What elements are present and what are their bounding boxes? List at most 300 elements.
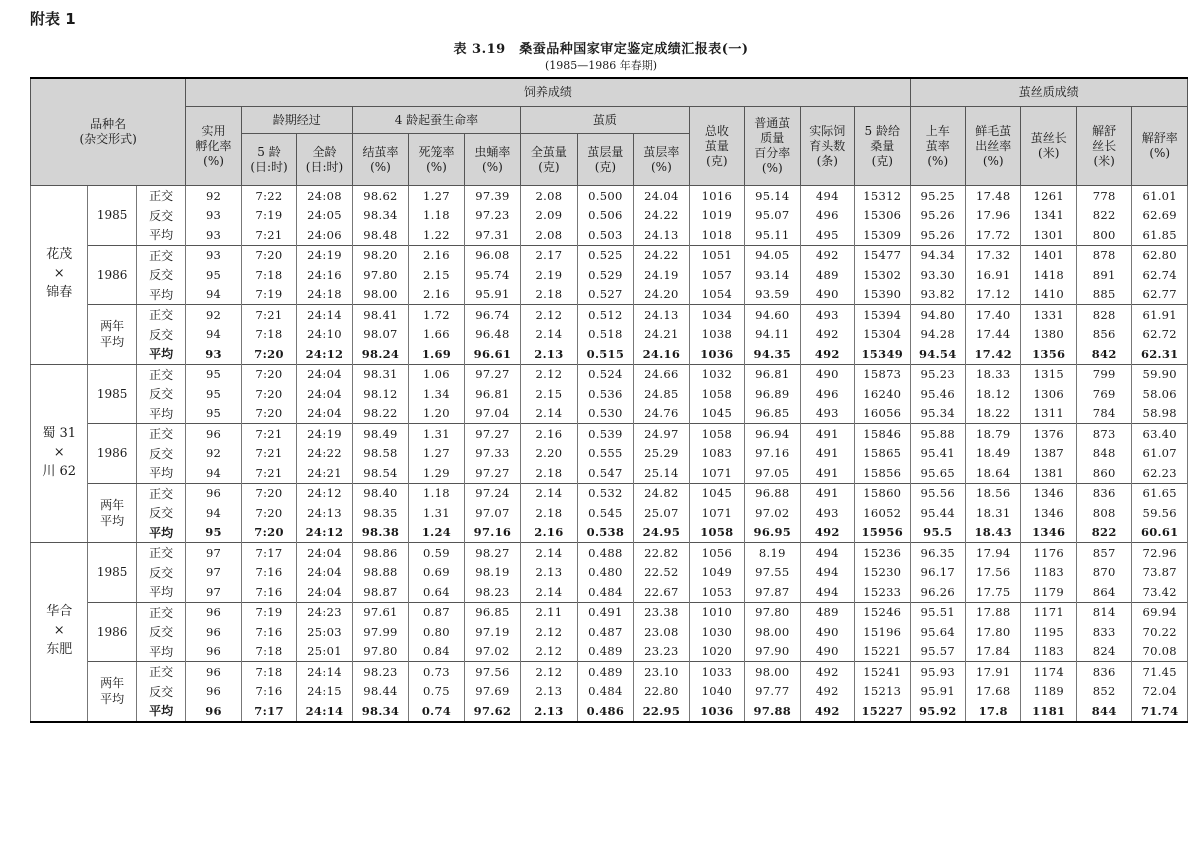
period-label: 1986 — [88, 424, 136, 484]
table-cell: 24:19 — [297, 245, 352, 265]
table-cell: 17.96 — [966, 206, 1021, 226]
table-cell: 1306 — [1021, 384, 1076, 404]
table-row — [31, 622, 1188, 642]
group-rearing-header: 饲养成绩 — [186, 78, 910, 107]
table-cell: 15394 — [855, 305, 911, 325]
nonbreak-length-header: 解舒 丝长 (米) — [1076, 107, 1131, 186]
table-cell: 15236 — [855, 543, 911, 563]
table-cell: 1410 — [1021, 285, 1076, 305]
table-cell: 1183 — [1021, 563, 1076, 583]
table-cell: 857 — [1076, 543, 1131, 563]
table-cell: 489 — [800, 602, 854, 622]
leaf-5th-header: 5 龄给 桑量 (克) — [855, 107, 911, 186]
cross-type: 正交 — [136, 245, 185, 265]
table-cell: 873 — [1076, 424, 1131, 444]
table-cell: 22.80 — [634, 682, 689, 702]
table-cell: 62.80 — [1132, 245, 1188, 265]
table-cell: 22.95 — [634, 701, 689, 722]
table-cell: 25:01 — [297, 642, 352, 662]
table-cell: 870 — [1076, 563, 1131, 583]
table-cell: 95.11 — [745, 225, 800, 245]
table-cell: 492 — [800, 523, 854, 543]
table-row — [31, 543, 1188, 563]
table-row — [31, 483, 1188, 503]
table-cell: 97.27 — [464, 463, 520, 483]
cross-type: 反交 — [136, 325, 185, 345]
table-cell: 15196 — [855, 622, 911, 642]
table-cell: 61.91 — [1132, 305, 1188, 325]
table-row — [31, 245, 1188, 265]
table-cell: 95.41 — [910, 444, 965, 464]
table-cell: 7:19 — [241, 206, 296, 226]
table-cell: 492 — [800, 245, 854, 265]
table-cell: 15306 — [855, 206, 911, 226]
table-cell: 96 — [186, 602, 241, 622]
table-cell: 0.545 — [577, 503, 633, 523]
table-cell: 491 — [800, 424, 854, 444]
table-cell: 94.54 — [910, 344, 965, 364]
table-cell: 93 — [186, 225, 241, 245]
table-cell: 833 — [1076, 622, 1131, 642]
table-cell: 94.80 — [910, 305, 965, 325]
table-cell: 24:04 — [297, 384, 352, 404]
table-cell: 0.547 — [577, 463, 633, 483]
table-cell: 22.52 — [634, 563, 689, 583]
table-cell: 1083 — [689, 444, 744, 464]
table-cell: 94.05 — [745, 245, 800, 265]
table-cell: 1053 — [689, 582, 744, 602]
table-cell: 97.16 — [745, 444, 800, 464]
table-cell: 493 — [800, 503, 854, 523]
table-cell: 496 — [800, 206, 854, 226]
period-label: 1986 — [88, 602, 136, 662]
table-cell: 7:21 — [241, 444, 296, 464]
table-cell: 24:06 — [297, 225, 352, 245]
table-cell: 7:16 — [241, 682, 296, 702]
table-cell: 1381 — [1021, 463, 1076, 483]
table-cell: 844 — [1076, 701, 1131, 722]
table-cell: 1387 — [1021, 444, 1076, 464]
table-cell: 94.11 — [745, 325, 800, 345]
cross-type: 平均 — [136, 344, 185, 364]
table-cell: 1315 — [1021, 364, 1076, 384]
table-cell: 95.26 — [910, 225, 965, 245]
table-cell: 0.532 — [577, 483, 633, 503]
table-cell: 97 — [186, 543, 241, 563]
shell-weight-header: 茧层量 (克) — [577, 134, 633, 186]
table-cell: 97.61 — [352, 602, 408, 622]
table-cell: 98.87 — [352, 582, 408, 602]
table-cell: 7:17 — [241, 543, 296, 563]
total-yield-header: 总收 茧量 (克) — [689, 107, 744, 186]
table-cell: 15213 — [855, 682, 911, 702]
pupation-rate-header: 虫蛹率 (%) — [464, 134, 520, 186]
table-cell: 491 — [800, 444, 854, 464]
cross-type: 正交 — [136, 305, 185, 325]
table-cell: 1020 — [689, 642, 744, 662]
table-cell: 97.80 — [745, 602, 800, 622]
table-cell: 490 — [800, 622, 854, 642]
table-cell: 96.17 — [910, 563, 965, 583]
table-cell: 62.74 — [1132, 265, 1188, 285]
table-body — [31, 186, 1188, 722]
table-cell: 60.61 — [1132, 523, 1188, 543]
table-cell: 97.62 — [464, 701, 520, 722]
table-cell: 1032 — [689, 364, 744, 384]
table-cell: 25:03 — [297, 622, 352, 642]
table-cell: 7:20 — [241, 344, 296, 364]
table-cell: 2.18 — [521, 503, 577, 523]
table-cell: 2.12 — [521, 364, 577, 384]
table-cell: 97.31 — [464, 225, 520, 245]
table-cell: 94 — [186, 285, 241, 305]
table-cell: 864 — [1076, 582, 1131, 602]
table-cell: 18.56 — [966, 483, 1021, 503]
table-cell: 0.518 — [577, 325, 633, 345]
table-cell: 62.72 — [1132, 325, 1188, 345]
table-cell: 94.35 — [745, 344, 800, 364]
table-cell: 1.29 — [409, 463, 464, 483]
table-row — [31, 404, 1188, 424]
table-cell: 96 — [186, 662, 241, 682]
table-cell: 0.75 — [409, 682, 464, 702]
table-cell: 95.23 — [910, 364, 965, 384]
table-cell: 95.93 — [910, 662, 965, 682]
table-row — [31, 563, 1188, 583]
table-cell: 95.07 — [745, 206, 800, 226]
table-cell: 15873 — [855, 364, 911, 384]
fifth-instar-header: 5 龄 (日:时) — [241, 134, 296, 186]
table-cell: 492 — [800, 682, 854, 702]
table-cell: 58.06 — [1132, 384, 1188, 404]
table-cell: 98.00 — [745, 662, 800, 682]
table-cell: 24:12 — [297, 344, 352, 364]
table-cell: 23.10 — [634, 662, 689, 682]
cross-type: 正交 — [136, 186, 185, 206]
table-cell: 95.5 — [910, 523, 965, 543]
table-cell: 24:04 — [297, 364, 352, 384]
table-cell: 836 — [1076, 483, 1131, 503]
table-cell: 97.23 — [464, 206, 520, 226]
table-cell: 1301 — [1021, 225, 1076, 245]
table-cell: 2.16 — [409, 245, 464, 265]
table-cell: 97.69 — [464, 682, 520, 702]
table-cell: 63.40 — [1132, 424, 1188, 444]
table-cell: 96.81 — [464, 384, 520, 404]
table-cell: 18.43 — [966, 523, 1021, 543]
cross-type: 反交 — [136, 563, 185, 583]
cocoon-quality-header: 茧质 — [521, 107, 689, 134]
table-cell: 93 — [186, 344, 241, 364]
table-row — [31, 265, 1188, 285]
table-cell: 95.25 — [910, 186, 965, 206]
table-cell: 1016 — [689, 186, 744, 206]
table-cell: 97.99 — [352, 622, 408, 642]
heads-reared-header: 实际饲 育头数 (条) — [800, 107, 854, 186]
table-cell: 97.56 — [464, 662, 520, 682]
table-cell: 70.22 — [1132, 622, 1188, 642]
cross-type: 反交 — [136, 206, 185, 226]
table-cell: 0.489 — [577, 662, 633, 682]
table-row — [31, 582, 1188, 602]
table-cell: 2.16 — [521, 424, 577, 444]
table-cell: 1.18 — [409, 206, 464, 226]
table-cell: 2.14 — [521, 483, 577, 503]
table-cell: 0.515 — [577, 344, 633, 364]
table-cell: 492 — [800, 662, 854, 682]
table-cell: 1010 — [689, 602, 744, 622]
table-row — [31, 206, 1188, 226]
table-cell: 96.85 — [464, 602, 520, 622]
table-cell: 1057 — [689, 265, 744, 285]
cross-type: 反交 — [136, 444, 185, 464]
table-cell: 16.91 — [966, 265, 1021, 285]
table-cell: 24:05 — [297, 206, 352, 226]
table-cell: 1418 — [1021, 265, 1076, 285]
table-cell: 7:18 — [241, 265, 296, 285]
cross-type: 反交 — [136, 503, 185, 523]
table-cell: 0.491 — [577, 602, 633, 622]
table-cell: 97.16 — [464, 523, 520, 543]
table-cell: 17.94 — [966, 543, 1021, 563]
table-row — [31, 682, 1188, 702]
table-cell: 71.74 — [1132, 701, 1188, 722]
table-cell: 98.24 — [352, 344, 408, 364]
table-cell: 17.8 — [966, 701, 1021, 722]
table-cell: 2.13 — [521, 344, 577, 364]
table-cell: 822 — [1076, 206, 1131, 226]
table-cell: 2.09 — [521, 206, 577, 226]
table-cell: 95 — [186, 364, 241, 384]
table-cell: 494 — [800, 563, 854, 583]
reeling-rate-header: 上车 茧率 (%) — [910, 107, 965, 186]
table-cell: 96.81 — [745, 364, 800, 384]
table-row — [31, 325, 1188, 345]
table-row — [31, 225, 1188, 245]
table-cell: 95.64 — [910, 622, 965, 642]
table-cell: 1183 — [1021, 642, 1076, 662]
table-cell: 62.77 — [1132, 285, 1188, 305]
table-cell: 842 — [1076, 344, 1131, 364]
table-cell: 95.46 — [910, 384, 965, 404]
normal-ratio-header: 普通茧 质量 百分率 (%) — [745, 107, 800, 186]
table-cell: 24:04 — [297, 582, 352, 602]
table-cell: 15956 — [855, 523, 911, 543]
table-cell: 59.56 — [1132, 503, 1188, 523]
table-cell: 1.22 — [409, 225, 464, 245]
table-cell: 15846 — [855, 424, 911, 444]
hatch-rate-header: 实用 孵化率 (%) — [186, 107, 241, 186]
table-cell: 17.72 — [966, 225, 1021, 245]
table-cell: 95 — [186, 265, 241, 285]
table-row — [31, 285, 1188, 305]
table-cell: 15221 — [855, 642, 911, 662]
table-cell: 0.69 — [409, 563, 464, 583]
cocooning-rate-header: 结茧率 (%) — [352, 134, 408, 186]
table-cell: 1058 — [689, 523, 744, 543]
table-cell: 98.00 — [352, 285, 408, 305]
table-cell: 493 — [800, 305, 854, 325]
table-cell: 24.66 — [634, 364, 689, 384]
table-cell: 23.38 — [634, 602, 689, 622]
table-cell: 97.02 — [464, 642, 520, 662]
table-cell: 98.44 — [352, 682, 408, 702]
table-cell: 94 — [186, 503, 241, 523]
table-cell: 1346 — [1021, 503, 1076, 523]
table-cell: 0.80 — [409, 622, 464, 642]
table-cell: 16240 — [855, 384, 911, 404]
table-cell: 72.96 — [1132, 543, 1188, 563]
table-cell: 24:14 — [297, 701, 352, 722]
table-cell: 98.41 — [352, 305, 408, 325]
table-cell: 1.31 — [409, 424, 464, 444]
table-cell: 822 — [1076, 523, 1131, 543]
table-cell: 97 — [186, 563, 241, 583]
table-cell: 7:17 — [241, 701, 296, 722]
table-cell: 17.80 — [966, 622, 1021, 642]
table-cell: 7:16 — [241, 622, 296, 642]
table-cell: 1.20 — [409, 404, 464, 424]
table-title: 表 3.19 桑蚕品种国家审定鉴定成绩汇报表(一) — [453, 42, 749, 57]
table-cell: 491 — [800, 463, 854, 483]
table-cell: 96.35 — [910, 543, 965, 563]
table-cell: 1049 — [689, 563, 744, 583]
table-cell: 1071 — [689, 503, 744, 523]
table-cell: 17.32 — [966, 245, 1021, 265]
table-cell: 24.95 — [634, 523, 689, 543]
table-cell: 24.20 — [634, 285, 689, 305]
table-cell: 1.31 — [409, 503, 464, 523]
table-cell: 96.26 — [910, 582, 965, 602]
table-row — [31, 186, 1188, 206]
table-cell: 1.24 — [409, 523, 464, 543]
table-cell: 856 — [1076, 325, 1131, 345]
table-cell: 18.12 — [966, 384, 1021, 404]
table-cell: 97.02 — [745, 503, 800, 523]
table-cell: 17.40 — [966, 305, 1021, 325]
table-cell: 96 — [186, 701, 241, 722]
table-cell: 17.88 — [966, 602, 1021, 622]
table-cell: 96 — [186, 622, 241, 642]
table-row — [31, 662, 1188, 682]
table-cell: 61.65 — [1132, 483, 1188, 503]
table-cell: 491 — [800, 483, 854, 503]
cross-type: 正交 — [136, 662, 185, 682]
table-cell: 24:08 — [297, 186, 352, 206]
table-cell: 1346 — [1021, 483, 1076, 503]
table-cell: 7:20 — [241, 245, 296, 265]
table-cell: 492 — [800, 701, 854, 722]
table-cell: 492 — [800, 325, 854, 345]
table-cell: 0.500 — [577, 186, 633, 206]
table-cell: 24.85 — [634, 384, 689, 404]
table-cell: 93 — [186, 206, 241, 226]
group-cocoon-silk-header: 茧丝质成绩 — [910, 78, 1187, 107]
table-cell: 2.15 — [409, 265, 464, 285]
table-cell: 0.84 — [409, 642, 464, 662]
table-cell: 769 — [1076, 384, 1131, 404]
table-cell: 0.486 — [577, 701, 633, 722]
table-cell: 97.24 — [464, 483, 520, 503]
table-cell: 15241 — [855, 662, 911, 682]
table-cell: 17.42 — [966, 344, 1021, 364]
vitality-header: 4 龄起蚕生命率 — [352, 107, 520, 134]
table-cell: 1179 — [1021, 582, 1076, 602]
table-cell: 96.89 — [745, 384, 800, 404]
table-cell: 0.484 — [577, 682, 633, 702]
table-cell: 24.04 — [634, 186, 689, 206]
table-row — [31, 305, 1188, 325]
table-cell: 7:18 — [241, 642, 296, 662]
table-cell: 24:12 — [297, 523, 352, 543]
table-cell: 98.19 — [464, 563, 520, 583]
table-cell: 1181 — [1021, 701, 1076, 722]
table-cell: 1.69 — [409, 344, 464, 364]
table-cell: 97.80 — [352, 642, 408, 662]
table-cell: 7:22 — [241, 186, 296, 206]
table-cell: 24:18 — [297, 285, 352, 305]
table-cell: 97.88 — [745, 701, 800, 722]
table-cell: 489 — [800, 265, 854, 285]
cross-type: 平均 — [136, 225, 185, 245]
table-cell: 95.91 — [464, 285, 520, 305]
table-cell: 2.18 — [521, 463, 577, 483]
cross-type: 反交 — [136, 682, 185, 702]
table-cell: 0.527 — [577, 285, 633, 305]
table-cell: 2.20 — [521, 444, 577, 464]
table-cell: 778 — [1076, 186, 1131, 206]
table-cell: 0.506 — [577, 206, 633, 226]
table-cell: 24.19 — [634, 265, 689, 285]
table-cell: 25.07 — [634, 503, 689, 523]
table-cell: 97.90 — [745, 642, 800, 662]
table-cell: 494 — [800, 582, 854, 602]
table-cell: 2.17 — [521, 245, 577, 265]
table-cell: 1056 — [689, 543, 744, 563]
table-cell: 0.503 — [577, 225, 633, 245]
table-row — [31, 503, 1188, 523]
table-cell: 1401 — [1021, 245, 1076, 265]
table-cell: 848 — [1076, 444, 1131, 464]
table-cell: 16052 — [855, 503, 911, 523]
table-cell: 96.95 — [745, 523, 800, 543]
instar-period-header: 龄期经过 — [241, 107, 352, 134]
table-cell: 24:21 — [297, 463, 352, 483]
table-cell: 93 — [186, 245, 241, 265]
table-cell: 70.08 — [1132, 642, 1188, 662]
table-cell: 0.480 — [577, 563, 633, 583]
table-cell: 95.34 — [910, 404, 965, 424]
table-cell: 22.67 — [634, 582, 689, 602]
table-cell: 1058 — [689, 384, 744, 404]
table-cell: 97.80 — [352, 265, 408, 285]
table-cell: 1356 — [1021, 344, 1076, 364]
table-cell: 1045 — [689, 404, 744, 424]
table-cell: 97.05 — [745, 463, 800, 483]
table-cell: 59.90 — [1132, 364, 1188, 384]
table-cell: 1.27 — [409, 186, 464, 206]
table-cell: 800 — [1076, 225, 1131, 245]
variety-header: 品种名 (杂交形式) — [31, 78, 186, 186]
table-cell: 24.22 — [634, 245, 689, 265]
table-cell: 1.72 — [409, 305, 464, 325]
table-cell: 92 — [186, 186, 241, 206]
table-cell: 98.27 — [464, 543, 520, 563]
table-cell: 7:16 — [241, 563, 296, 583]
period-label: 1986 — [88, 245, 136, 305]
table-cell: 0.59 — [409, 543, 464, 563]
table-cell: 92 — [186, 444, 241, 464]
